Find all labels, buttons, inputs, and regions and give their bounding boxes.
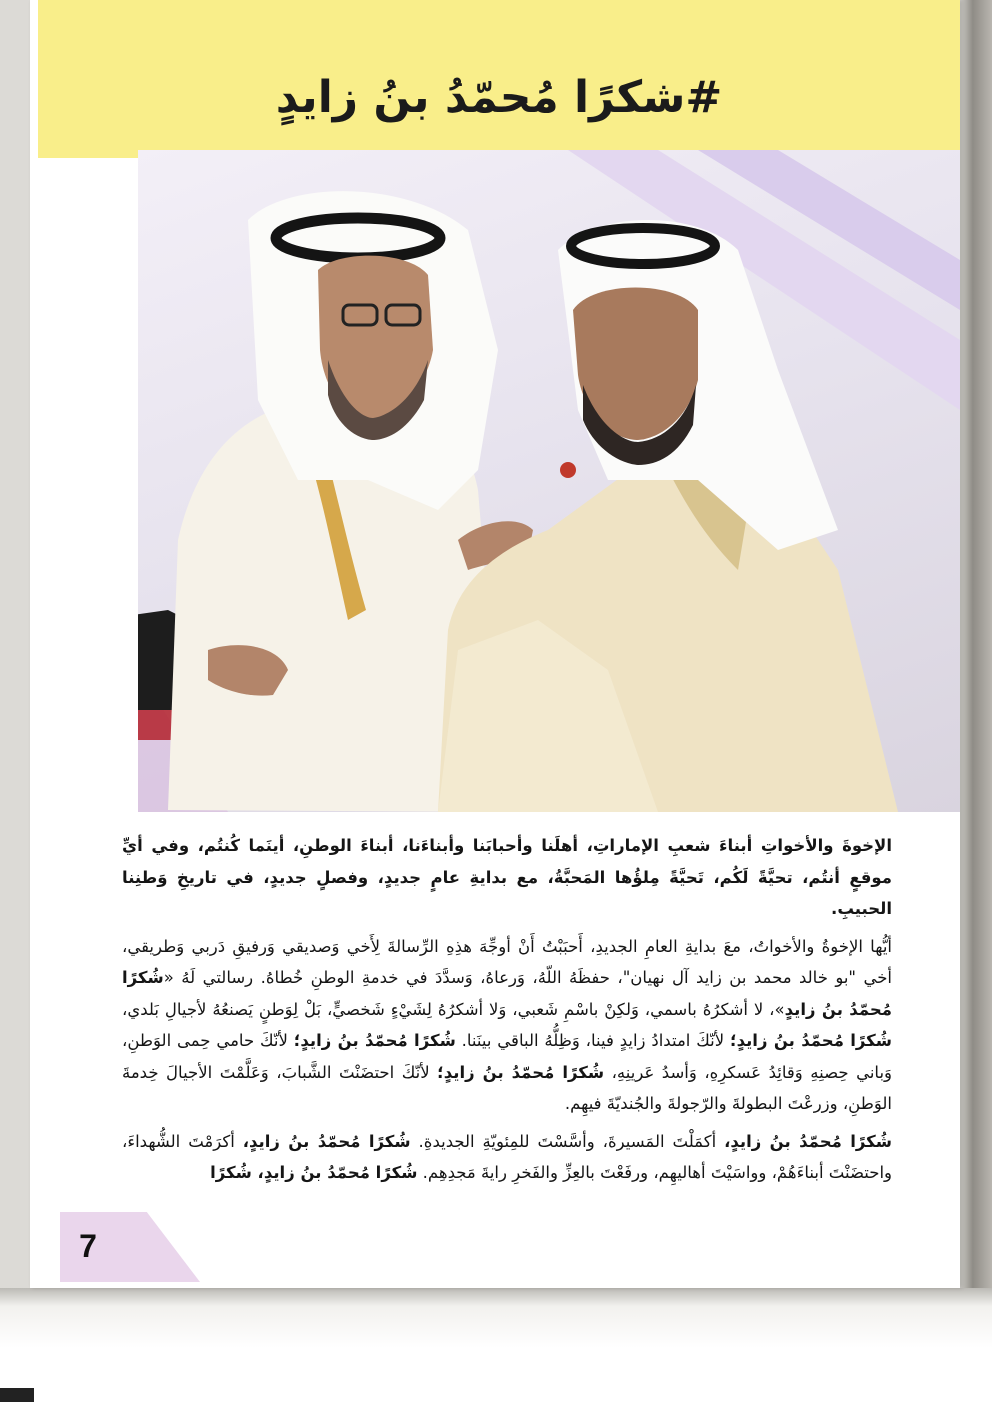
title-banner <box>38 0 960 158</box>
text-span: لأنّكَ امتدادُ زايدٍ فينا، وَظِلُّهُ الباقي بينَنا. <box>455 1031 730 1050</box>
text-span: لأنّكَ حامي حِمى الوَطنِ، وَباني حِصنِهِ وَقائِدُ عَسكرِهِ، وَأسدُ عَرينِهِ، <box>122 1031 893 1082</box>
photo-illustration <box>138 150 960 812</box>
scan-mark <box>0 1388 34 1402</box>
text-span: أيُّها الإخوةُ والأخواتُ، معَ بدايةِ العامِ الجديدِ، أَحبَبْتُ أَنْ أوجِّهَ هذِهِ الرِّسالةَ لِأَخي وَصديقي وَرفيقِ دَربي وَطريقي، أخي "بو خالد محمد بن زايد آل نهيان"، حفظَهُ اللّهُ، وَرعاهُ، وَسدَّدَ في خدمةِ الوطنِ خُطاهُ. رسالتي لَهُ « <box>122 936 892 987</box>
page-spine <box>960 0 992 1300</box>
page-bottom-edge <box>0 1288 992 1402</box>
article-paragraph <box>122 1126 892 1189</box>
photo <box>138 150 960 812</box>
highlight-phrase: شُكرًا مُحمّدُ بنُ زايدٍ، شُكرًا <box>210 1163 418 1182</box>
highlight-phrase: شُكرًا مُحمّدُ بنُ زايدٍ؛ <box>437 1062 605 1082</box>
text-span: أكرَمْتَ الشُّهداءَ، واحتضَنْتَ أبناءَهُمْ، وواسَيْتَ أهاليهِم، ورفَعْتَ بالعِزِّ والفَخرِ رايةَ مَجدِهِم. <box>122 1131 892 1182</box>
article-paragraph <box>122 931 892 1120</box>
article-intro: الإخوةَ والأخواتِ أبناءَ شعبِ الإماراتِ، أهلَنا وأحبابَنا وأبناءَنا، أبناءَ الوطنِ، أينَما كُنتُم، وفي أيِّ موقعٍ أنتُم، تحيَّةً لَكُم، تَحيَّةً مِلؤُها المَحبَّةُ، مع بدايةِ عامٍ جديدٍ، وفصلٍ جديدٍ، في تاريخِ وَطنِنا الحبيبِ. <box>122 836 892 918</box>
highlight-phrase: شُكرًا مُحمّدُ بنُ زايدٍ، <box>242 1131 411 1151</box>
highlight-phrase: شُكرًا مُحمّدُ بنُ زايدٍ، <box>724 1131 893 1151</box>
text-span: »، لا أشكرُهُ باسمي، وَلكِنْ باسْمِ شَعبي، وَلا أشكرُهُ لِشَيْءٍ شَخصيٍّ، بَلْ لِوَطنٍ يَصنعُهُ لأجيالِ بَلدي، <box>122 999 785 1019</box>
text-span: لأنّكَ احتضَنْتَ الشَّبابَ، وَعَلَّمْتَ الأجيالَ خِدمةَ الوَطنِ، وزرعْتَ البطولةَ والرّجولةَ والجُنديّةَ فيهِم. <box>122 1062 892 1113</box>
highlight-phrase: شُكرًا مُحمّدُ بنُ زايدٍ <box>122 968 892 1019</box>
magazine-page <box>30 0 960 1288</box>
article <box>122 830 892 1195</box>
text-span: أكمَلْتَ المَسيرةَ، وأسَّسْتَ للمِئويّةِ الجديدةِ. <box>410 1131 725 1151</box>
page-number: 7 <box>79 1228 97 1264</box>
highlight-phrase: شُكرًا مُحمّدُ بنُ زايدٍ؛ <box>293 1031 456 1050</box>
medal <box>560 462 576 478</box>
highlight-phrase: شُكرًا مُحمّدُ بنُ زايدٍ؛ <box>729 1031 892 1050</box>
page-title: #شكرًا مُحمّدُ بنُ زايدٍ <box>275 72 723 123</box>
